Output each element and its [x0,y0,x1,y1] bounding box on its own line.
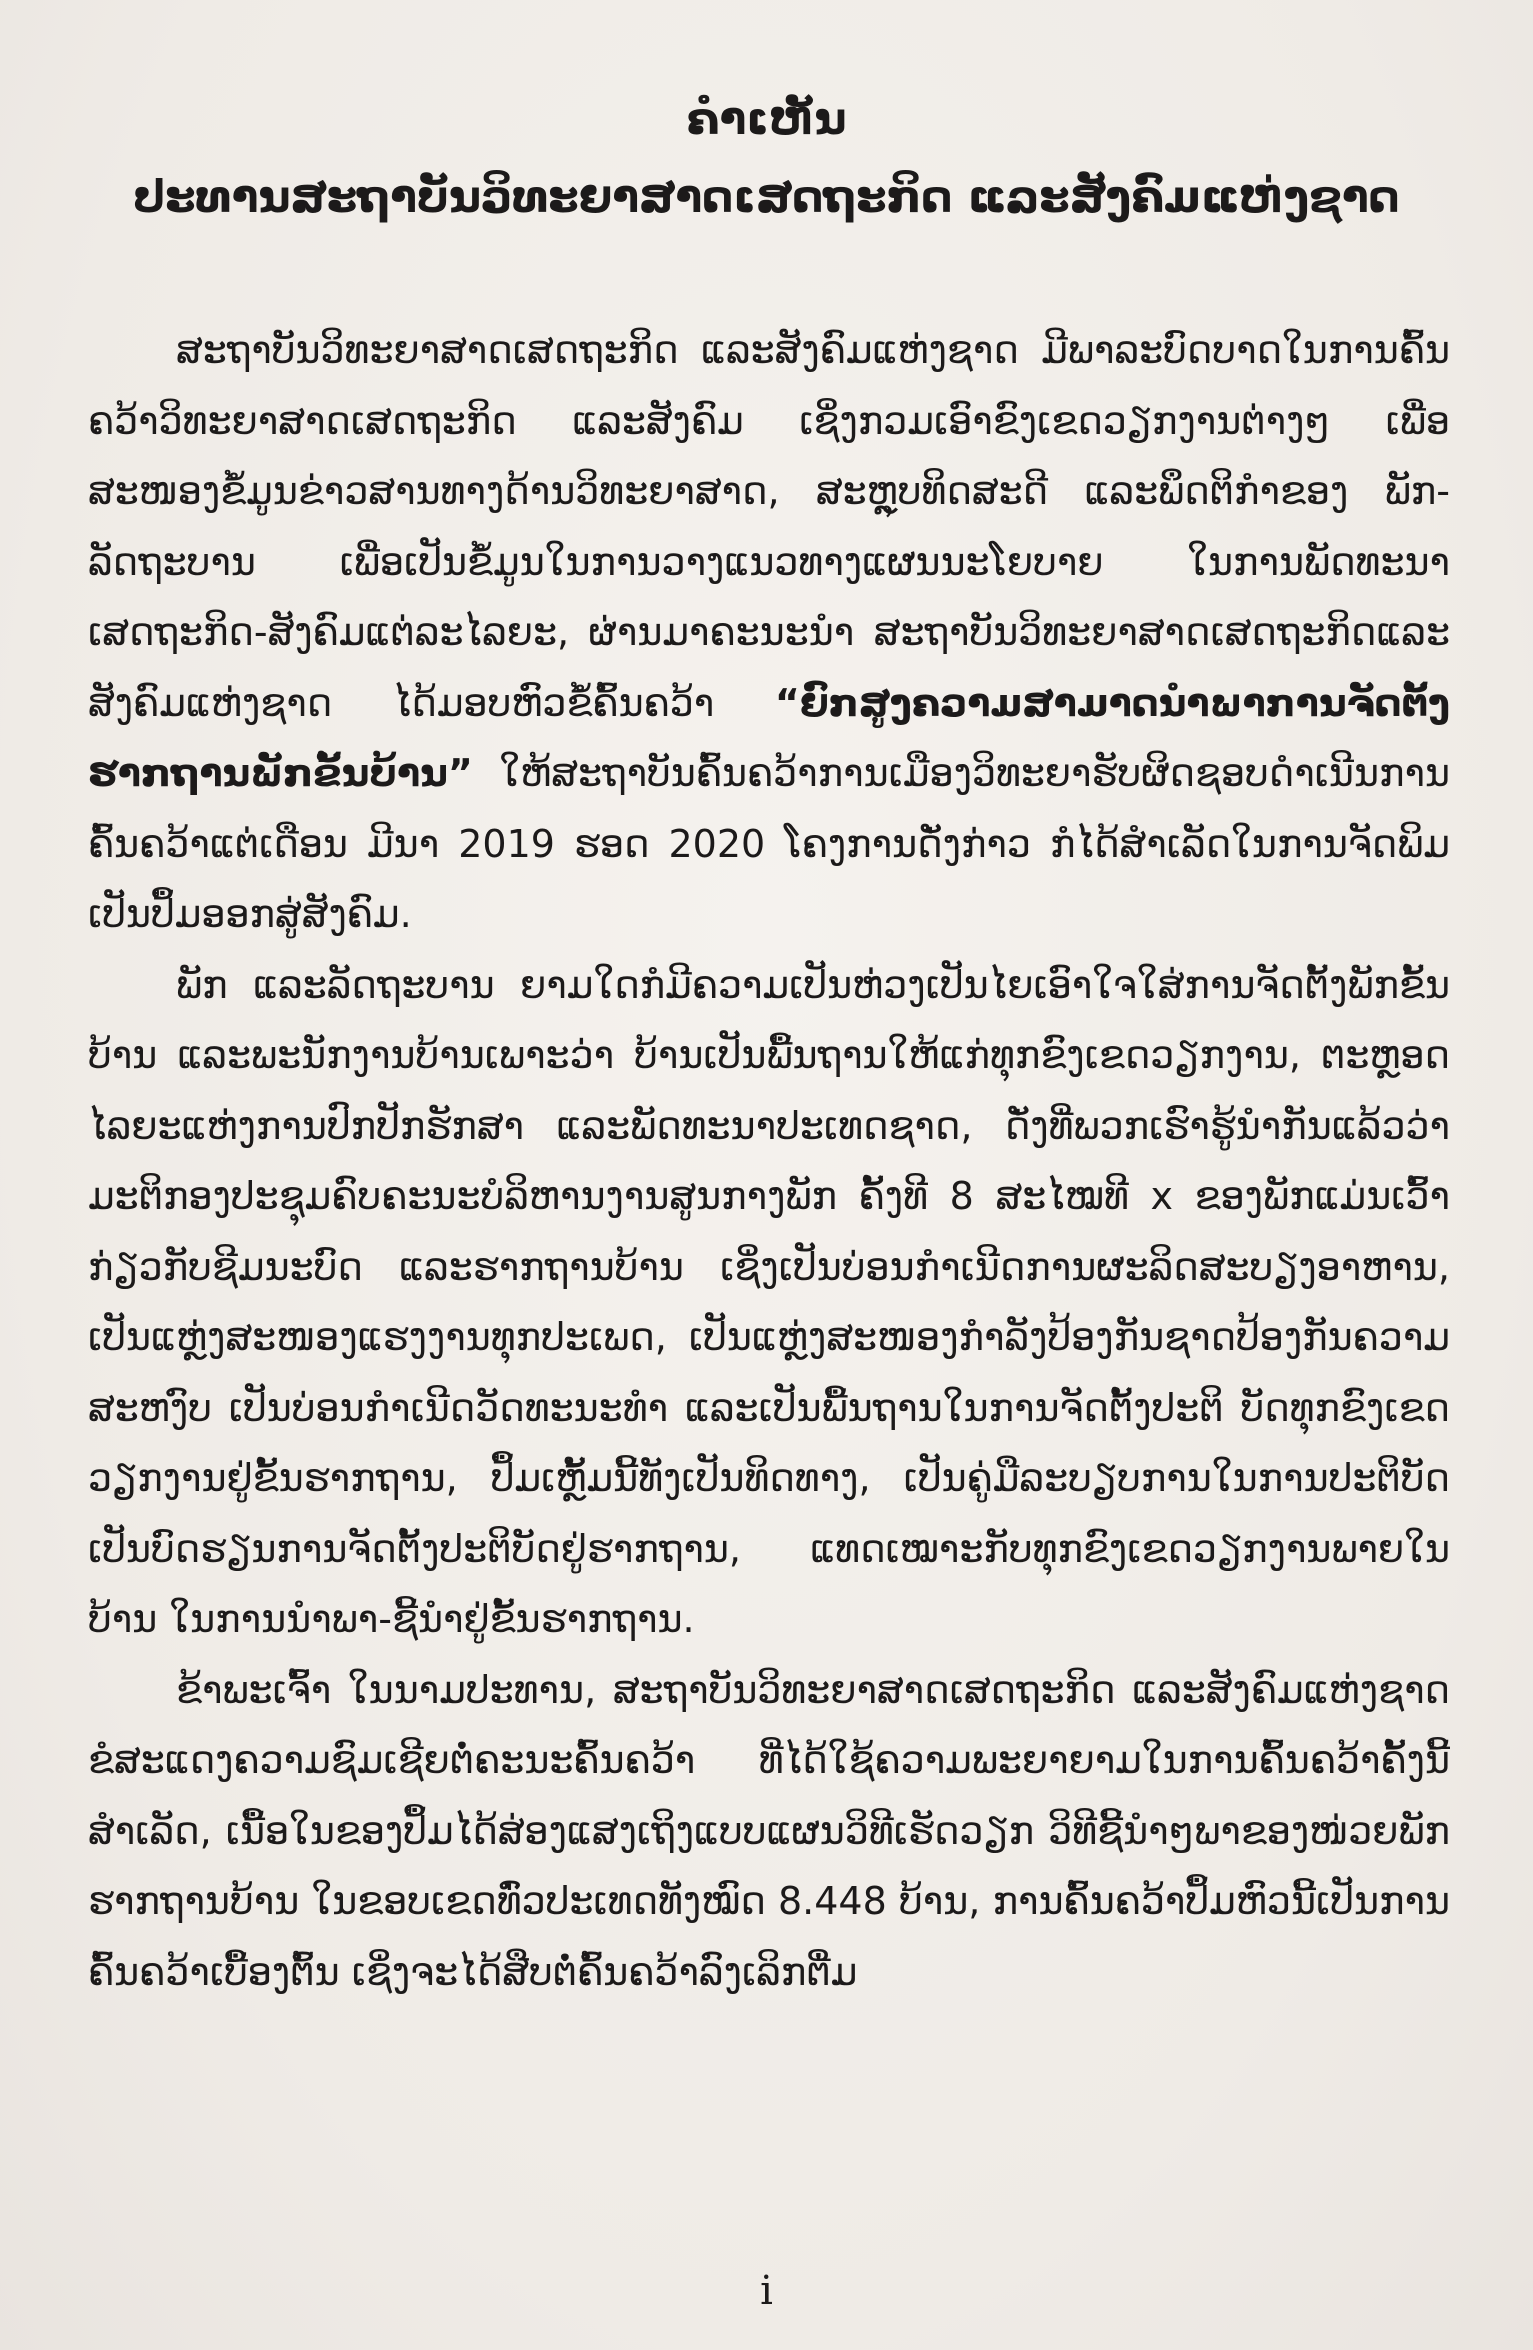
page-subtitle: ປະທານສະຖາບັນວິທະຍາສາດເສດຖະກິດ ແລະສັງຄົມແຫ່ງຊາດ [133,172,1400,223]
paragraph-1-text-end: ໃຫ້ສະຖາບັນຄົ້ນຄວ້າການເມືອງວິທະຍາຮັບຜິດຊອບດຳເນີນການຄົ້ນຄວ້າແຕ່ເດືອນ ມີນາ 2019 ຮອດ 2020 ໂຄງການດັ່ງກ່າວ ກໍໄດ້ສຳເລັດໃນການຈັດພິມເປັນປຶ້ມອອກສູ່ສັງຄົມ. [88,751,1450,936]
page-title: ຄຳເຫັນ [686,94,847,145]
paragraph-2: ພັກ ແລະລັດຖະບານ ຍາມໃດກໍມີຄວາມເປັນຫ່ວງເປັນໄຍເອົາໃຈໃສ່ການຈັດຕັ້ງພັກຂັ້ນບ້ານ ແລະພະນັກງານບ້ານເພາະວ່າ ບ້ານເປັນພື້ນຖານໃຫ້ແກ່ທຸກຂົງເຂດວຽກງານ, ຕະຫຼອດໄລຍະແຫ່ງການປົກປັກຮັກສາ ແລະພັດທະນາປະເທດຊາດ, ດັ່ງທີ່ພວກເຮົາຮູ້ນຳກັນແລ້ວວ່າ ມະຕິກອງປະຊຸມຄົບຄະນະບໍລິຫານງານສູນກາງພັກ ຄັ້ງທີ 8 ສະໄໝທີ x ຂອງພັກແມ່ນເວົ້າກ່ຽວກັບຊີມນະບົດ ແລະຮາກຖານບ້ານ ເຊິ່ງເປັນບ່ອນກຳເນີດການຜະລິດສະບຽງອາຫານ, ເປັນແຫຼ່ງສະໜອງແຮງງານທຸກປະເພດ, ເປັນແຫຼ່ງສະໜອງກຳລັງປ້ອງກັນຊາດປ້ອງກັນຄວາມສະຫງົບ ເປັນບ່ອນກຳເນີດວັດທະນະທຳ ແລະເປັນພື້ນຖານໃນການຈັດຕັ້ງປະຕິ ບັດທຸກຂົງເຂດວຽກງານຢູ່ຂັ້ນຮາກຖານ, ປຶ້ມເຫຼັ້ມນີ້ທັງເປັນທິດທາງ, ເປັນຄູ່ມືລະບຽບການໃນການປະຕິບັດ ເປັນບົດຮຽນການຈັດຕັ້ງປະຕິບັດຢູ່ຮາກຖານ, ແທດເໝາະກັບທຸກຂົງເຂດວຽກງານພາຍໃນບ້ານ ໃນການນຳພາ-ຊີ້ນຳຢູ່ຂັ້ນຮາກຖານ. [88,962,1450,1641]
paragraph-3: ຂ້າພະເຈົ້າ ໃນນາມປະທານ, ສະຖາບັນວິທະຍາສາດເສດຖະກິດ ແລະສັງຄົມແຫ່ງຊາດ ຂໍສະແດງຄວາມຊົມເຊີຍຕໍ່ຄະນະຄົ້ນຄວ້າ ທີ່ໄດ້ໃຊ້ຄວາມພະຍາຍາມໃນການຄົ້ນຄວ້າຄັ້ງນີ້ສຳເລັດ, ເນື້ອໃນຂອງປຶ້ມໄດ້ສ່ອງແສງເຖິງແບບແຜນວິທີເຮັດວຽກ ວິທີຊີ້ນຳໆພາຂອງໜ່ວຍພັກຮາກຖານບ້ານ ໃນຂອບເຂດທົ່ວປະເທດທັງໝົດ 8.448 ບ້ານ, ການຄົ້ນຄວ້າປຶ້ມຫົວນີ້ເປັນການຄົ້ນຄວ້າເບື້ອງຕົ້ນ ເຊິ່ງຈະໄດ້ສືບຕໍ່ຄົ້ນຄວ້າລົງເລິກຕື່ມ [88,1667,1450,1994]
body-text [88,315,1450,2007]
paragraph-1-text-start: ສະຖາບັນວິທະຍາສາດເສດຖະກິດ ແລະສັງຄົມແຫ່ງຊາດ ມີພາລະບົດບາດໃນການຄົ້ນຄວ້າວິທະຍາສາດເສດຖະກິດ ແລະສັງຄົມ ເຊິ່ງກວມເອົາຂົງເຂດວຽກງານຕ່າງໆ ເພື່ອສະໜອງຂໍ້ມູນຂ່າວສານທາງດ້ານວິທະຍາສາດ, ສະຫຼຸບທິດສະດີ ແລະພຶດຕິກຳຂອງ ພັກ-ລັດຖະບານ ເພື່ອເປັນຂໍ້ມູນໃນການວາງແນວທາງແຜນນະໂຍບາຍ ໃນການພັດທະນາເສດຖະກິດ-ສັງຄົມແຕ່ລະໄລຍະ, ຜ່ານມາຄະນະນຳ ສະຖາບັນວິທະຍາສາດເສດຖະກິດແລະສັງຄົມແຫ່ງຊາດ ໄດ້ມອບຫົວຂໍ້ຄົ້ນຄວ້າ [88,328,1450,725]
page-number: i [760,2268,773,2314]
paragraph-1 [88,315,1450,950]
research-topic-title: “ຍົກສູງຄວາມສາມາດນຳພາການຈັດຕັ້ງຮາກຖານພັກຂັ້ນບ້ານ” [88,680,1450,795]
